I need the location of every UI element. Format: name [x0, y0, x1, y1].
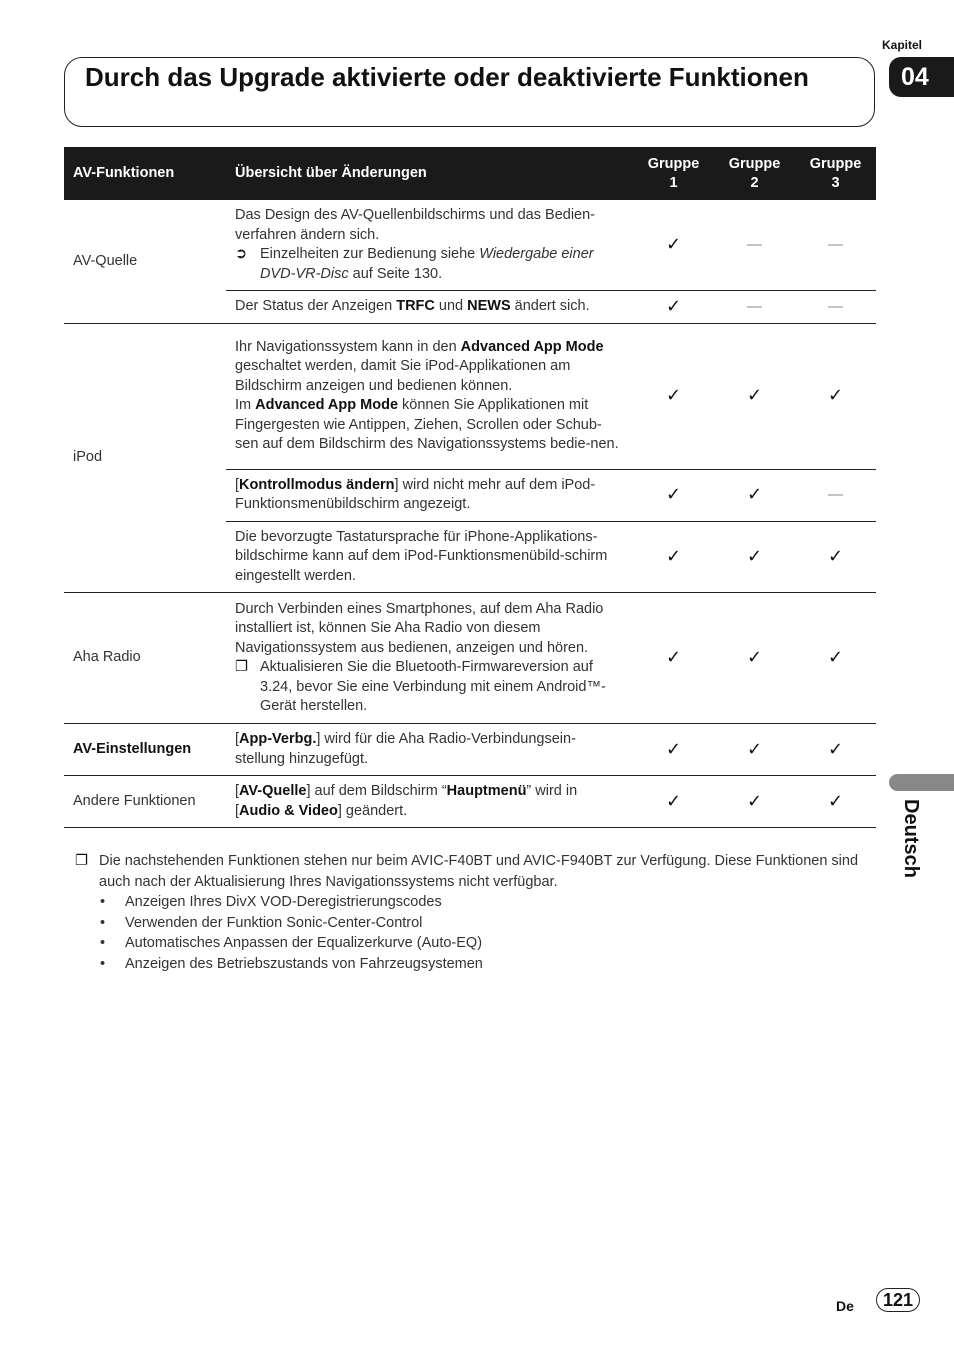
footer-language: De — [836, 1298, 854, 1314]
note-text: Die nachstehenden Funktionen stehen nur beim AVIC-F40BT und AVIC-F940BT zur Verfügung. Diese Funktionen sind auch nach der Aktualisierung Ihres Navigationssystems nicht verfügbar. — [99, 853, 859, 890]
language-tab-marker — [889, 774, 954, 791]
row-desc: [App-Verbg.] wird für die Aha Radio-Verbindungsein-stellung hinzugefügt. — [226, 724, 633, 776]
row-desc: Die bevorzugte Tastatursprache für iPhone-Applikations-bildschirme kann auf dem iPod-Funktionsmenübild-schirm eingestellt werden. — [226, 521, 633, 593]
row-name-ipod: iPod — [64, 323, 226, 593]
chapter-number: 04 — [889, 57, 954, 97]
page-number: 121 — [876, 1288, 920, 1312]
note-box-icon: ❐ — [75, 853, 88, 869]
row-desc: Durch Verbinden eines Smartphones, auf dem Aha Radio installiert ist, können Sie Aha Radio von diesem Navigationssystem aus bedienen, anzeigen und hören. ❐ Aktualisieren Sie die Bluetooth-Firmwareversion auf 3.24, bevor Sie eine Verbindung mit einem Android™-Gerät herstellen. — [226, 593, 633, 724]
check-icon: ✓ — [714, 323, 795, 469]
row-name-av-quelle: AV-Quelle — [64, 200, 226, 323]
check-icon: ✓ — [714, 776, 795, 828]
check-icon: ✓ — [633, 593, 714, 724]
header-gruppe-1: Gruppe 1 — [633, 147, 714, 200]
table-header-row — [64, 147, 876, 200]
language-side-label: Deutsch — [900, 799, 922, 878]
dash-mark: — — [795, 291, 876, 324]
list-item: • Anzeigen des Betriebszustands von Fahrzeugsystemen — [100, 955, 483, 972]
check-icon: ✓ — [633, 323, 714, 469]
list-item: • Automatisches Anpassen der Equalizerkurve (Auto-EQ) — [100, 935, 483, 951]
row-desc: Das Design des AV-Quellenbildschirms und das Bedien-verfahren ändern sich. ➲ Einzelheiten zur Bedienung siehe Wiedergabe einer DVD-VR-Disc auf Seite 130. — [226, 200, 633, 291]
page-title: Durch das Upgrade aktivierte oder deaktivierte Funktionen — [85, 62, 809, 92]
check-icon: ✓ — [795, 323, 876, 469]
check-icon: ✓ — [714, 724, 795, 776]
dash-mark: — — [795, 469, 876, 521]
row-desc: [Kontrollmodus ändern] wird nicht mehr auf dem iPod-Funktionsmenübildschirm angezeigt. — [226, 469, 633, 521]
header-gruppe-2: Gruppe 2 — [714, 147, 795, 200]
check-icon: ✓ — [633, 521, 714, 593]
list-item: • Anzeigen Ihres DivX VOD-Deregistrierungscodes — [100, 894, 442, 910]
check-icon: ✓ — [633, 291, 714, 324]
check-icon: ✓ — [633, 724, 714, 776]
row-name-aha-radio: Aha Radio — [64, 593, 226, 724]
check-icon: ✓ — [633, 469, 714, 521]
header-av-funktionen: AV-Funktionen — [64, 147, 226, 200]
table-row — [64, 323, 876, 469]
check-icon: ✓ — [633, 200, 714, 291]
check-icon: ✓ — [795, 593, 876, 724]
row-desc: [AV-Quelle] auf dem Bildschirm “Hauptmenü” wird in [Audio & Video] geändert. — [226, 776, 633, 828]
check-icon: ✓ — [795, 521, 876, 593]
table-row — [64, 200, 876, 291]
dash-mark: — — [714, 291, 795, 324]
list-item: • Verwenden der Funktion Sonic-Center-Control — [100, 914, 423, 931]
row-desc: Ihr Navigationssystem kann in den Advanced App Mode geschaltet werden, damit Sie iPod-Applikationen am Bildschirm anzeigen und bedienen können. Im Advanced App Mode können Sie Applikationen mit Fingergesten wie Antippen, Ziehen, Scrollen oder Schub-sen auf dem Bildschirm des Navigationssystems bedie-nen. — [226, 323, 633, 469]
check-icon: ✓ — [795, 776, 876, 828]
dash-mark: — — [795, 200, 876, 291]
title-box — [64, 57, 875, 127]
note-box-icon: ❐ — [235, 659, 248, 675]
row-name-andere-funktionen: Andere Funktionen — [64, 776, 226, 828]
functions-table — [64, 147, 876, 828]
table-row — [64, 593, 876, 724]
check-icon: ✓ — [795, 724, 876, 776]
arrow-icon: ➲ — [235, 246, 248, 262]
notes-section — [75, 851, 875, 974]
header-gruppe-3: Gruppe 3 — [795, 147, 876, 200]
dash-mark: — — [714, 200, 795, 291]
table-row — [64, 724, 876, 776]
check-icon: ✓ — [714, 593, 795, 724]
row-name-av-einstellungen: AV-Einstellungen — [64, 724, 226, 776]
check-icon: ✓ — [633, 776, 714, 828]
table-row — [64, 776, 876, 828]
check-icon: ✓ — [714, 469, 795, 521]
row-desc: Der Status der Anzeigen TRFC und NEWS ändert sich. — [226, 291, 633, 324]
check-icon: ✓ — [714, 521, 795, 593]
chapter-label: Kapitel — [882, 38, 923, 52]
header-uebersicht: Übersicht über Änderungen — [226, 147, 633, 200]
